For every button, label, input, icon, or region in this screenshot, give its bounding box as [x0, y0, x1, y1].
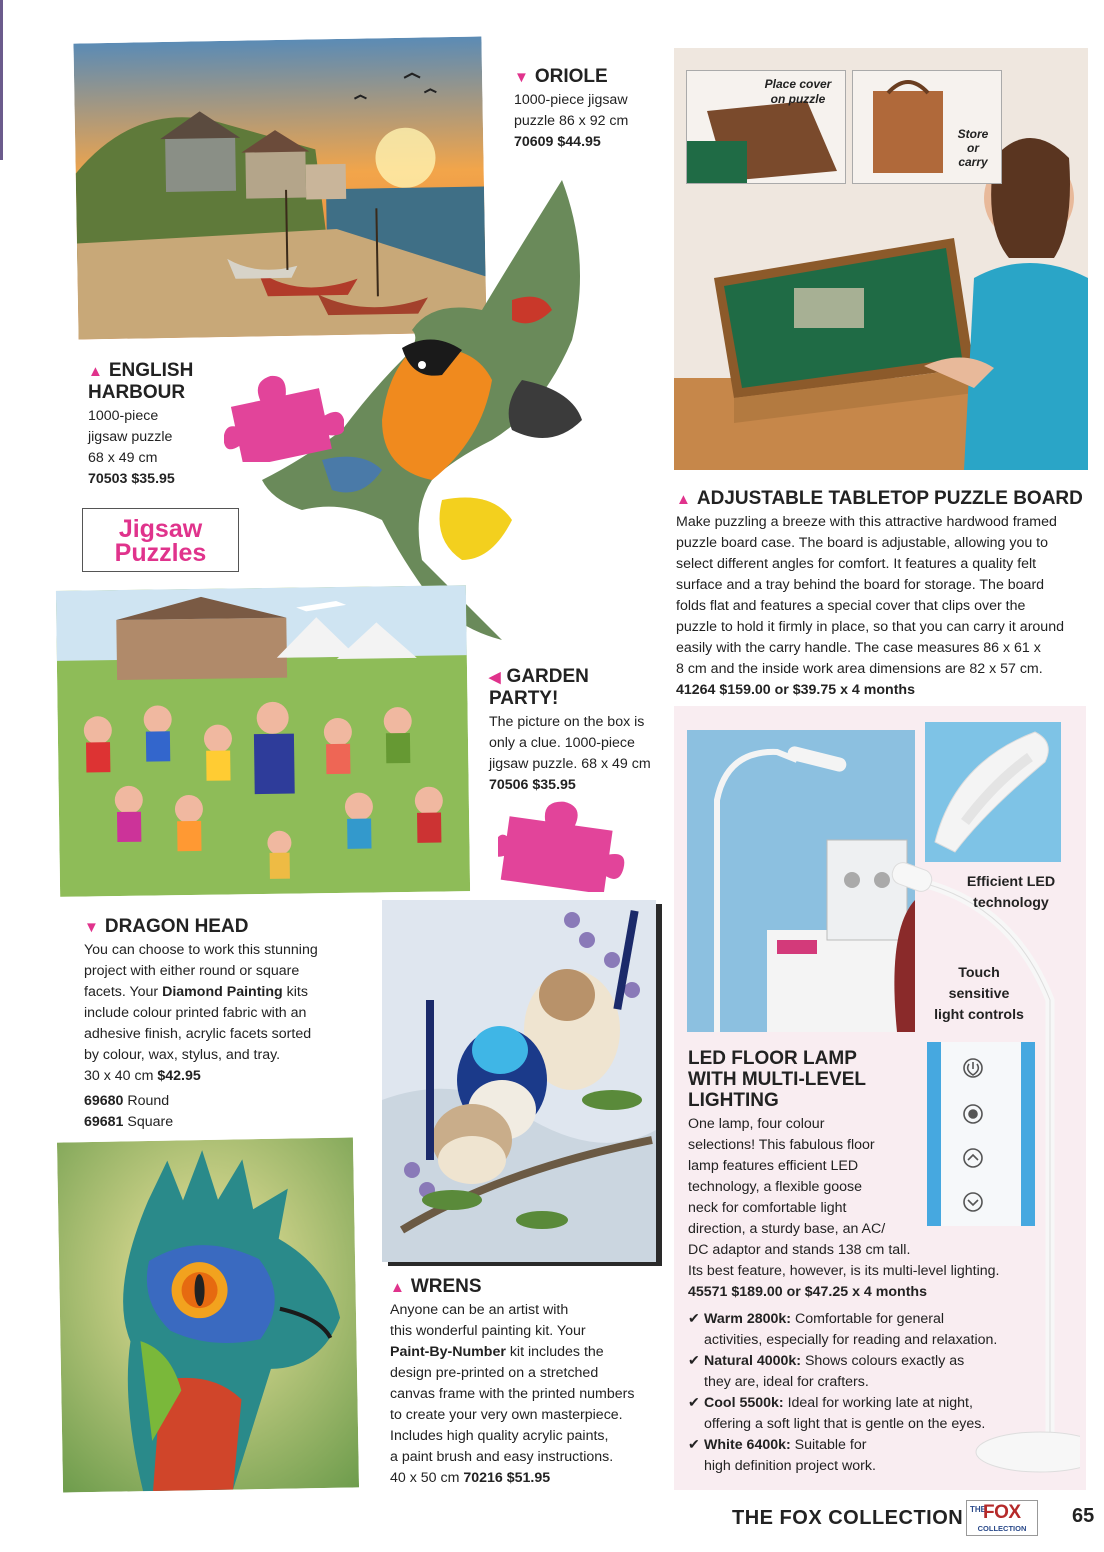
puzzle-board-block — [676, 488, 1096, 701]
english-harbour-code-price: 70503 $35.95 — [88, 471, 175, 487]
garden-party-desc-1: The picture on the box is — [489, 714, 645, 730]
fox-collection-logo: THE FOX COLLECTION — [966, 1500, 1038, 1536]
dragon-head-desc-1: You can choose to work this stunning — [84, 942, 318, 958]
store-callout-1: Store — [957, 127, 989, 141]
down-arrow-icon: ▼ — [84, 919, 99, 936]
lamp-feature-warm: ✔ Warm 2800k: Comfortable for general activities, especially for reading and relaxation. — [688, 1309, 1088, 1351]
lamp-desc-5: neck for comfortable light — [688, 1200, 847, 1216]
english-harbour-desc-1: 1000-piece — [88, 408, 159, 424]
wrens-desc-2: this wonderful painting kit. Your — [390, 1323, 586, 1339]
oriole-desc-1: 1000-piece jigsaw — [514, 92, 628, 108]
english-harbour-desc-2: jigsaw puzzle — [88, 429, 173, 445]
store-inset-photo — [852, 70, 1002, 184]
dragon-head-title: ▼ DRAGON HEAD — [84, 916, 249, 937]
lamp-feature-white: ✔ White 6400k: Suitable for high definition project work. — [688, 1435, 1088, 1477]
wrens-title: ▲ WRENS — [390, 1276, 482, 1297]
store-callout-3: carry — [958, 155, 988, 169]
puzzle-board-desc-2: puzzle board case. The board is adjustable, allowing you to — [676, 535, 1048, 551]
puzzle-board-desc-7: easily with the carry handle. The case measures 86 x 61 x — [676, 640, 1041, 656]
lamp-main-image — [687, 730, 915, 1032]
check-icon: ✔ — [688, 1353, 700, 1369]
puzzle-board-image — [674, 48, 1088, 470]
lamp-feature-cool: ✔ Cool 5500k: Ideal for working late at night, offering a soft light that is gentle on the eyes. — [688, 1393, 1088, 1435]
up-arrow-icon: ▲ — [676, 491, 691, 508]
wrens-image — [382, 900, 656, 1262]
lamp-desc-1: One lamp, four colour — [688, 1116, 825, 1132]
oriole-desc-2: puzzle 86 x 92 cm — [514, 113, 629, 129]
dragon-head-code-round: 69680 Round — [84, 1093, 170, 1109]
badge-line-2: Puzzles — [114, 539, 207, 567]
lamp-head-inset-image — [925, 722, 1061, 862]
garden-party-desc-2: only a clue. 1000-piece — [489, 735, 635, 751]
oriole-block — [514, 66, 674, 153]
puzzle-board-desc-1: Make puzzling a breeze with this attractive hardwood framed — [676, 514, 1057, 530]
check-icon: ✔ — [688, 1311, 700, 1327]
dragon-head-code-square: 69681 Square — [84, 1114, 174, 1130]
lamp-desc-6: direction, a sturdy base, an AC/ — [688, 1221, 886, 1237]
up-arrow-icon: ▲ — [88, 363, 103, 380]
cover-inset-photo — [686, 70, 846, 184]
pink-puzzle-piece-icon — [498, 800, 628, 892]
lamp-desc-7: DC adaptor and stands 138 cm tall. — [688, 1242, 911, 1258]
cover-callout-2: on puzzle — [770, 92, 826, 106]
lamp-desc-4: technology, a flexible goose — [688, 1179, 863, 1195]
garden-party-title: ◀ GARDEN PARTY! — [489, 666, 589, 709]
wrens-desc-5: canvas frame with the printed numbers — [390, 1386, 635, 1402]
page-number: 65 — [1072, 1505, 1095, 1527]
wrens-desc-8: a paint brush and easy instructions. — [390, 1449, 614, 1465]
dragon-head-desc-3: facets. Your Diamond Painting kits — [84, 984, 308, 1000]
wrens-desc-4: design pre-printed on a stretched — [390, 1365, 599, 1381]
store-callout-2: or — [967, 141, 979, 155]
side-marker — [0, 0, 3, 160]
left-arrow-icon: ◀ — [489, 669, 501, 686]
garden-party-desc-3: jigsaw puzzle. 68 x 49 cm — [489, 756, 651, 772]
wrens-desc-1: Anyone can be an artist with — [390, 1302, 569, 1318]
garden-party-block — [489, 666, 669, 796]
touch-controls-callout: Touch sensitive light controls — [934, 965, 1024, 1023]
puzzle-board-code-price: 41264 $159.00 or $39.75 x 4 months — [676, 682, 915, 698]
puzzle-board-desc-3: select different angles for comfort. It features a quality felt — [676, 556, 1037, 572]
check-icon: ✔ — [688, 1437, 700, 1453]
jigsaw-puzzles-badge — [82, 508, 239, 572]
wrens-desc-3: Paint-By-Number kit includes the — [390, 1344, 604, 1360]
up-arrow-icon: ▲ — [390, 1279, 405, 1296]
oriole-code-price: 70609 $44.95 — [514, 134, 601, 150]
efficient-led-callout: Efficient LED technology — [966, 874, 1056, 911]
check-icon: ✔ — [688, 1395, 700, 1411]
wrens-desc-6: to create your very own masterpiece. — [390, 1407, 623, 1423]
lamp-feature-natural: ✔ Natural 4000k: Shows colours exactly as they are, ideal for crafters. — [688, 1351, 1088, 1393]
lamp-desc-3: lamp features efficient LED — [688, 1158, 859, 1174]
puzzle-board-title: ▲ ADJUSTABLE TABLETOP PUZZLE BOARD — [676, 488, 1083, 509]
wrens-block — [390, 1276, 680, 1489]
lamp-block — [688, 1048, 1088, 1477]
garden-party-code-price: 70506 $35.95 — [489, 777, 576, 793]
pink-puzzle-piece-icon — [224, 366, 344, 462]
badge-line-1: Jigsaw — [118, 515, 203, 543]
garden-party-image — [56, 585, 470, 897]
wrens-desc-7: Includes high quality acrylic paints, — [390, 1428, 609, 1444]
english-harbour-block — [88, 360, 238, 490]
dragon-head-desc-2: project with either round or square — [84, 963, 300, 979]
puzzle-board-desc-5: folds flat and features a special cover that clips over the — [676, 598, 1026, 614]
dragon-head-size-price: 30 x 40 cm $42.95 — [84, 1068, 201, 1084]
lamp-code-price: 45571 $189.00 or $47.25 x 4 months — [688, 1284, 927, 1300]
dragon-head-image — [57, 1137, 359, 1492]
dragon-head-block — [84, 916, 374, 1133]
lamp-title: LED FLOOR LAMP WITH MULTI-LEVEL LIGHTING — [688, 1048, 867, 1111]
down-arrow-icon: ▼ — [514, 69, 529, 86]
lamp-desc-2: selections! This fabulous floor — [688, 1137, 875, 1153]
lamp-desc-8: Its best feature, however, is its multi-level lighting. — [688, 1263, 1000, 1279]
english-harbour-desc-3: 68 x 49 cm — [88, 450, 158, 466]
puzzle-board-desc-4: surface and a tray behind the board for storage. The board — [676, 577, 1045, 593]
dragon-head-desc-4: include colour printed fabric with an — [84, 1005, 307, 1021]
cover-callout-1: Place cover — [764, 77, 832, 91]
puzzle-board-desc-6: puzzle to hold it firmly in place, so that you can carry it around — [676, 619, 1064, 635]
footer-brand-title: THE FOX COLLECTION — [732, 1507, 964, 1529]
english-harbour-title: ▲ ENGLISH HARBOUR — [88, 360, 194, 403]
oriole-title: ▼ ORIOLE — [514, 66, 608, 87]
dragon-head-desc-6: by colour, wax, stylus, and tray. — [84, 1047, 281, 1063]
wrens-size-code-price: 40 x 50 cm 70216 $51.95 — [390, 1470, 551, 1486]
puzzle-board-desc-8: 8 cm and the inside work area dimensions are 82 x 57 cm. — [676, 661, 1043, 677]
dragon-head-desc-5: adhesive finish, acrylic facets sorted — [84, 1026, 312, 1042]
